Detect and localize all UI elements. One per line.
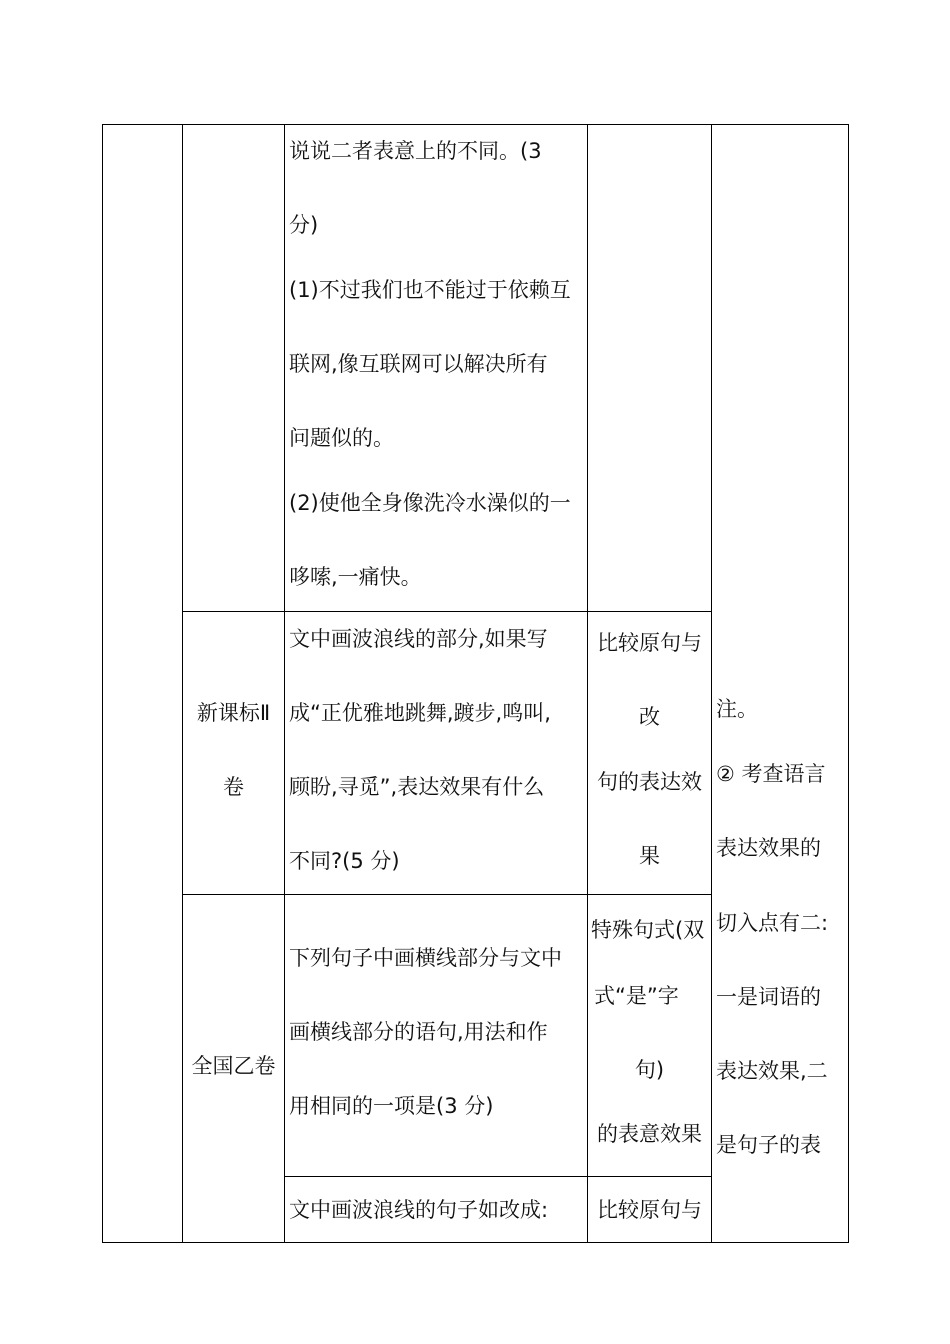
row-divider (182, 611, 712, 612)
question-text-line: 画横线部分的语句,用法和作 (289, 1020, 548, 1044)
question-text-line: 文中画波浪线的部分,如果写 (289, 627, 548, 651)
question-text-line: (2)使他全身像洗冷水澡似的一 (289, 491, 571, 515)
question-text-line: 下列句子中画横线部分与文中 (289, 946, 562, 970)
focus-text-line: 比较原句与 (597, 1198, 702, 1222)
note-text-line: 一是词语的 (716, 985, 821, 1009)
focus-text-line: 句) (634, 1058, 665, 1082)
focus-text-line: 句的表达效 (597, 770, 702, 794)
question-text-line: 说说二者表意上的不同。(3 (289, 139, 542, 163)
question-text-line: 分) (289, 213, 319, 237)
table-border-top (102, 124, 849, 125)
table-border-right (848, 124, 849, 1243)
question-text-line: 联网,像互联网可以解决所有 (289, 352, 548, 376)
question-text-line: 成“正优雅地跳舞,踱步,鸣叫, (289, 701, 551, 725)
question-text-line: (1)不过我们也不能过于依赖互 (289, 278, 571, 302)
focus-text-line: 比较原句与 (597, 631, 702, 655)
note-text-line: 表达效果的 (716, 836, 821, 860)
note-text-line: 注。 (716, 697, 758, 721)
focus-text-line: 特殊句式(双 (591, 918, 705, 942)
column-divider (711, 124, 712, 1243)
exam-name: 卷 (223, 775, 244, 799)
row-divider (182, 894, 712, 895)
question-text-line: 不同?(5 分) (289, 849, 400, 873)
focus-text-line: 式“是”字 (594, 984, 679, 1008)
row-divider (284, 1176, 712, 1177)
focus-text-line: 改 (639, 705, 660, 729)
table-border-bottom (102, 1242, 849, 1243)
column-divider (284, 124, 285, 1243)
note-text-line: ② 考查语言 (716, 762, 826, 786)
exam-name: 新课标Ⅱ (196, 701, 271, 725)
exam-name: 全国乙卷 (191, 1054, 276, 1078)
focus-text-line: 果 (639, 844, 660, 868)
question-text-line: 问题似的。 (289, 426, 394, 450)
note-text-line: 表达效果,二 (716, 1059, 828, 1083)
question-text-line: 用相同的一项是(3 分) (289, 1094, 494, 1118)
focus-text-line: 的表意效果 (597, 1122, 702, 1146)
note-text-line: 是句子的表 (716, 1133, 821, 1157)
question-text-line: 文中画波浪线的句子如改成: (289, 1198, 549, 1222)
note-text-line: 切入点有二: (716, 911, 829, 935)
question-text-line: 顾盼,寻觅”,表达效果有什么 (289, 775, 545, 799)
table-border-left (102, 124, 103, 1243)
question-text-line: 哆嗦,一痛快。 (289, 565, 422, 589)
